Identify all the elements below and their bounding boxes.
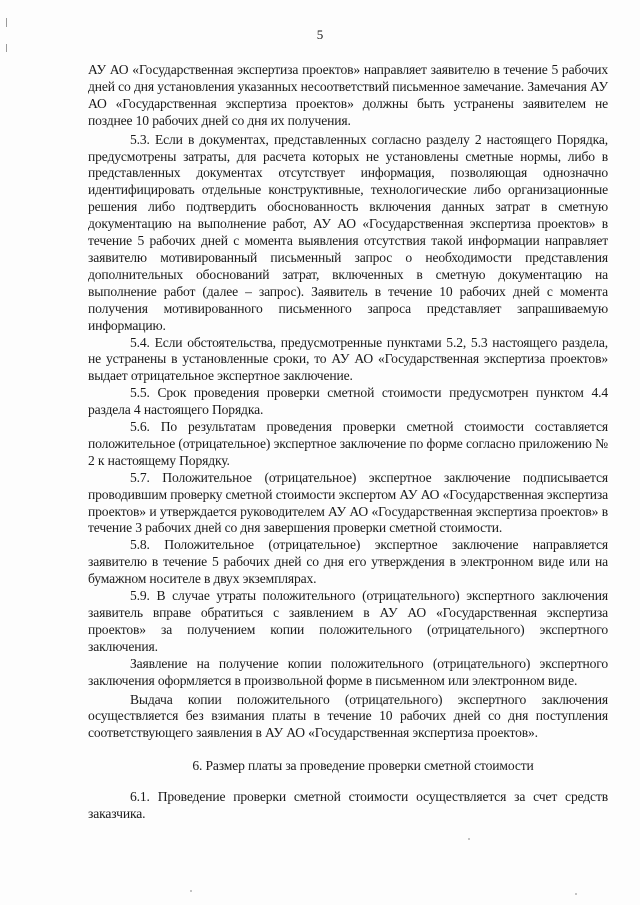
paragraph-5-5: 5.5. Срок проведения проверки сметной стоимости предусмотрен пунктом 4.4 раздела 4 настоящего Порядка. xyxy=(88,385,608,418)
paragraph-copy-issue: Выдача копии положительного (отрицательного) экспертного заключения осуществляется без взимания платы в течение 10 рабочих дней со дня поступления соответствующего заявления в АУ АО «Государственная экспертиза проектов». xyxy=(88,691,608,741)
scan-speck xyxy=(468,838,470,840)
page-number: 5 xyxy=(316,27,324,42)
document-body xyxy=(88,62,608,823)
paragraph-copy-request: Заявление на получение копии положительного (отрицательного) экспертного заключения оформляется в произвольной форме в письменном или электронном виде. xyxy=(88,655,608,688)
scan-speck xyxy=(190,890,192,892)
section-heading-6: 6. Размер платы за проведение проверки сметной стоимости xyxy=(192,758,534,774)
scan-edge-mark xyxy=(6,18,7,27)
paragraph-5-9: 5.9. В случае утраты положительного (отрицательного) экспертного заключения заявитель вправе обратиться с заявлением в АУ АО «Государственная экспертиза проектов» за получением копии положительного (отрицательного) экспертного заключения. xyxy=(88,588,608,654)
paragraph-5-3: 5.3. Если в документах, представленных согласно разделу 2 настоящего Порядка, предусмотрены затраты, для расчета которых не установлены сметные нормы, либо в представленных документах отсутствует информация, позволяющая однозначно идентифицировать отдельные конструктивные, технологические либо организационные решения либо подтвердить обоснованность включения данных затрат в сметную документацию на выполнение работ, АУ АО «Государственная экспертиза проектов» в течение 5 рабочих дней с момента выявления отсутствия такой информации направляет заявителю мотивированный письменный запрос о необходимости представления дополнительных обоснований затрат, включенных в сметную документацию на выполнение работ (далее – запрос). Заявитель в течение 10 рабочих дней с момента получения мотивированного письменного запроса представляет запрашиваемую информацию. xyxy=(88,131,608,333)
paragraph-5-4: 5.4. Если обстоятельства, предусмотренные пунктами 5.2, 5.3 настоящего раздела, не устранены в установленные сроки, то АУ АО «Государственная экспертиза проектов» выдает отрицательное экспертное заключение. xyxy=(88,334,608,384)
paragraph-6-1: 6.1. Проведение проверки сметной стоимости осуществляется за счет средств заказчика. xyxy=(88,789,608,822)
paragraph-5-7: 5.7. Положительное (отрицательное) экспертное заключение подписывается проводившим проверку сметной стоимости экспертом АУ АО «Государственная экспертиза проектов» и утверждается руководителем АУ АО «Государственная экспертиза проектов» в течение 3 рабочих дней со дня завершения проверки сметной стоимости. xyxy=(88,469,608,536)
paragraph-5-8: 5.8. Положительное (отрицательное) экспертное заключение направляется заявителю в течение 5 рабочих дней со дня его утверждения в электронном виде или на бумажном носителе в двух экземплярах. xyxy=(88,537,608,587)
scan-edge-mark xyxy=(6,44,7,52)
paragraph-5-6: 5.6. По результатам проведения проверки сметной стоимости составляется положительное (отрицательное) экспертное заключение по форме согласно приложению № 2 к настоящему Порядку. xyxy=(88,419,608,468)
scan-speck xyxy=(575,893,577,895)
paragraph-continuation: АУ АО «Государственная экспертиза проектов» направляет заявителю в течение 5 рабочих дней со дня установления указанных несоответствий письменное замечание. Замечания АУ АО «Государственная экспертиза проектов» должны быть устранены заявителем не позднее 10 рабочих дней со дня их получения. xyxy=(88,62,608,128)
